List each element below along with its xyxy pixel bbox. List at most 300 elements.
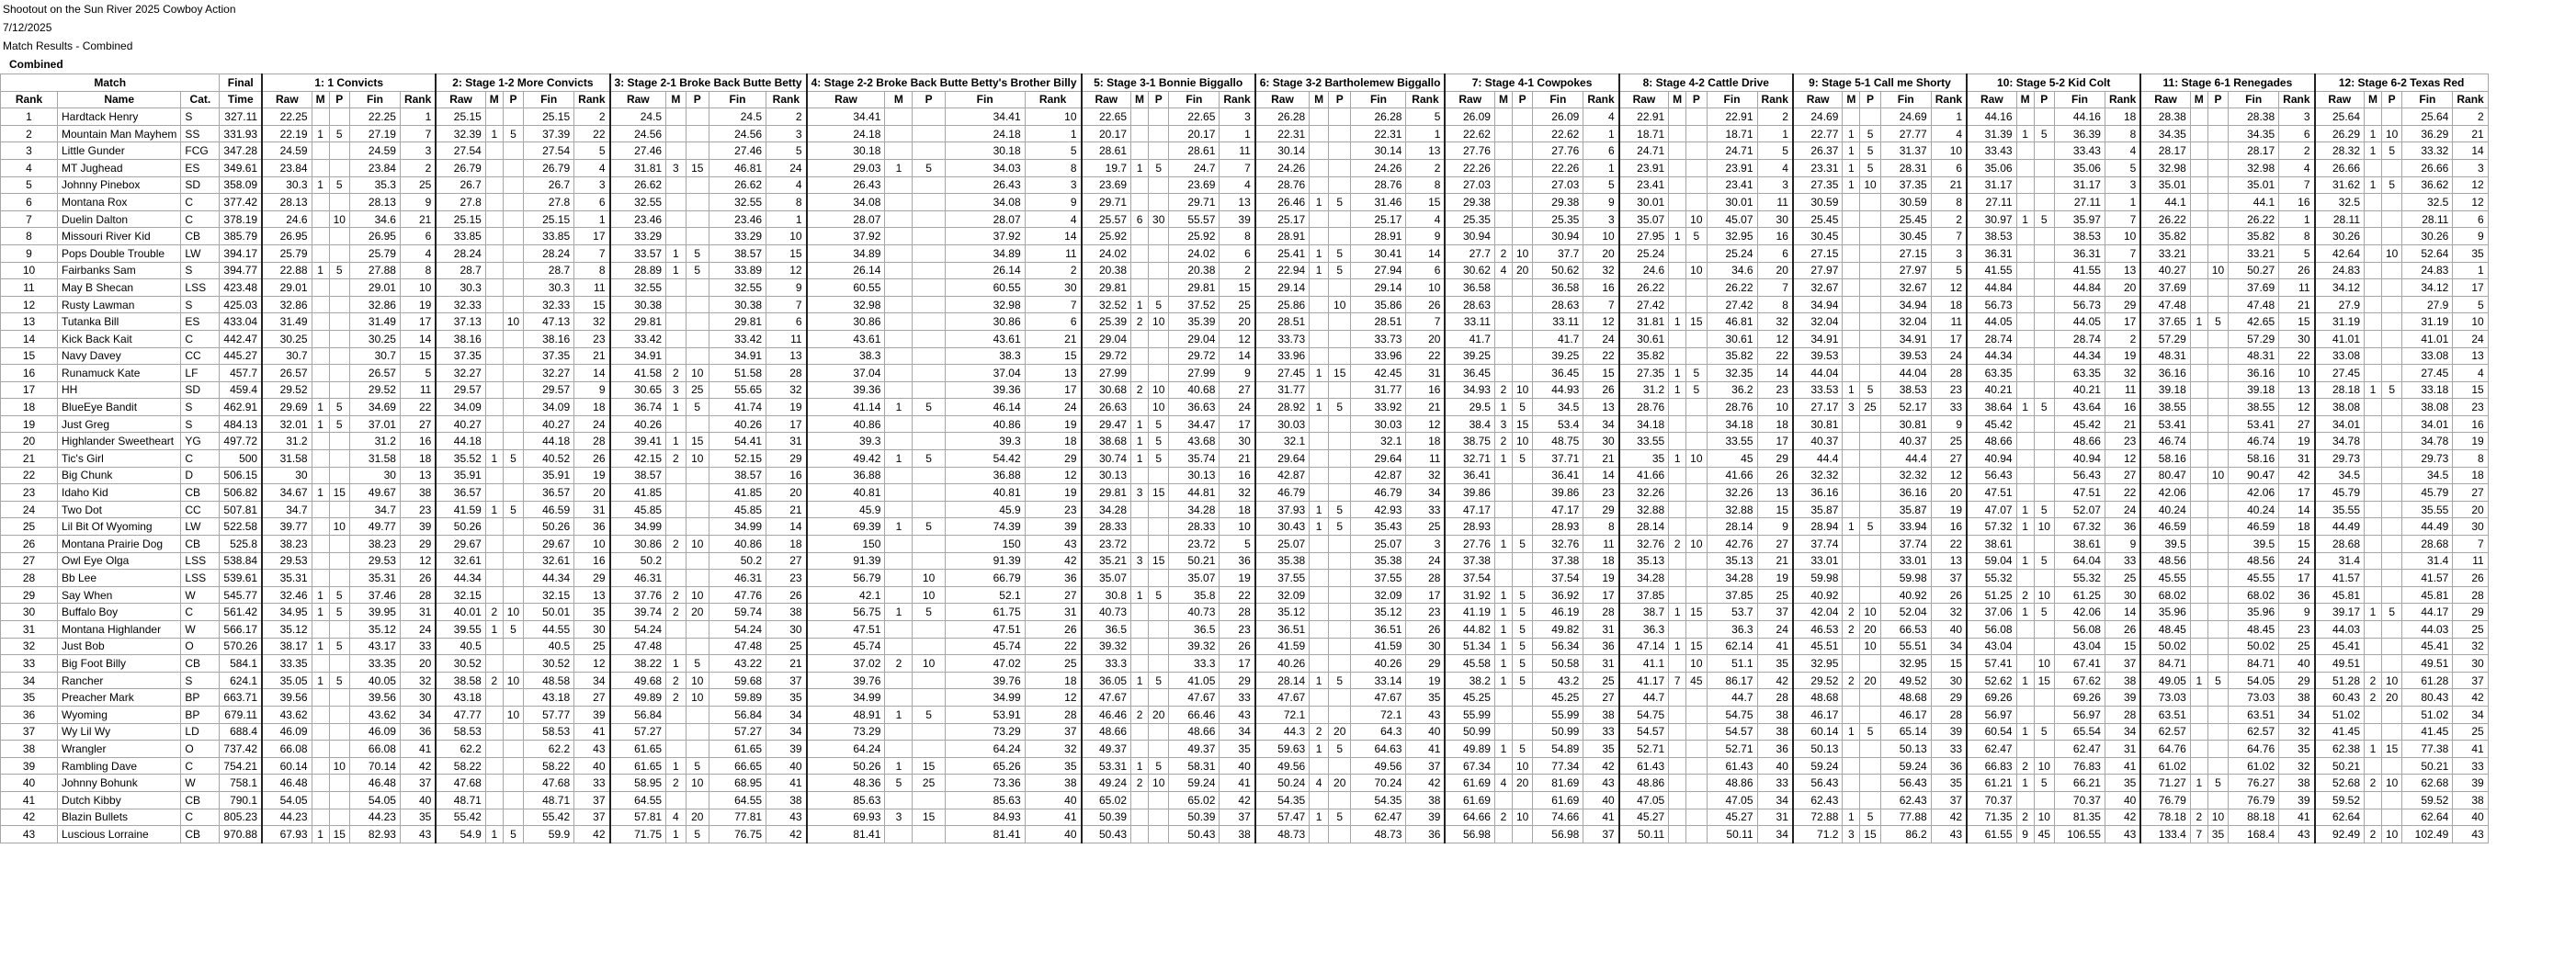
stage-11-misses-cell (2190, 655, 2207, 673)
stage-1-rank-cell: 35 (400, 809, 436, 826)
stage-4-misses-cell (885, 108, 913, 126)
category-cell: O (181, 638, 220, 655)
stage-6-final-cell: 35.38 (1351, 552, 1406, 570)
stage-2-rank-cell: 23 (574, 330, 610, 347)
stage-11-rank-cell: 34 (2279, 706, 2315, 723)
stage-1-misses-cell (312, 244, 329, 262)
stage-12-misses-cell (2365, 159, 2382, 176)
stage-2-final-cell: 35.91 (524, 467, 574, 484)
stage-10-final-cell: 64.04 (2054, 552, 2105, 570)
stage-3-misses-cell (666, 501, 686, 518)
stage-7-misses-cell: 1 (1494, 450, 1512, 468)
stage-9-penalty-cell (1860, 347, 1880, 365)
stage-6-final-cell: 42.45 (1351, 365, 1406, 382)
stage-10-misses-cell (2016, 484, 2034, 502)
category-column-header: Cat. (181, 91, 220, 108)
stage-2-misses-cell (485, 791, 503, 809)
stage-1-penalty-cell (329, 296, 349, 313)
stage-10-final-cell: 70.37 (2054, 791, 2105, 809)
stage-3-penalty-cell (686, 176, 709, 194)
stage-6-final-cell: 31.46 (1351, 194, 1406, 211)
stage-1-misses-cell: 1 (312, 484, 329, 502)
stage-7-misses-cell: 4 (1494, 262, 1512, 279)
table-row (1, 125, 2489, 142)
stage-5-final-cell: 59.24 (1169, 775, 1220, 792)
stage-2-final-cell: 26.7 (524, 176, 574, 194)
stage-3-final-cell: 56.84 (709, 706, 766, 723)
stage-6-penalty-cell: 5 (1328, 741, 1350, 758)
stage-2-misses-cell (485, 176, 503, 194)
stage-12-final-cell: 31.19 (2402, 313, 2453, 331)
stage-6-penalty-cell: 5 (1328, 501, 1350, 518)
stage-10-final-cell: 31.17 (2054, 176, 2105, 194)
stage-7-raw-cell: 33.11 (1445, 313, 1494, 331)
stage-6-raw-cell: 33.73 (1255, 330, 1310, 347)
stage-2-misses-cell (485, 108, 503, 126)
stage-5-misses-cell (1131, 655, 1149, 673)
stage-4-penalty-cell (913, 501, 945, 518)
stage-7-final-cell: 27.03 (1533, 176, 1583, 194)
stage-1-misses-cell (312, 347, 329, 365)
stage-5-misses-cell (1131, 809, 1149, 826)
stage-9-final-cell: 32.32 (1880, 467, 1931, 484)
stage-1-final-cell: 39.56 (349, 689, 400, 707)
stage-12-raw-cell: 39.17 (2315, 604, 2365, 621)
stage-8-penalty-cell (1686, 433, 1707, 450)
stage-7-raw-cell: 45.25 (1445, 689, 1494, 707)
stage-8-misses-cell: 1 (1669, 228, 1686, 245)
category-cell: C (181, 450, 220, 468)
stage-11-rank-cell: 35 (2279, 741, 2315, 758)
stage-4-rank-cell: 29 (1025, 450, 1081, 468)
stage-3-misses-cell: 1 (666, 826, 686, 843)
stage-7-final-cell: 55.99 (1533, 706, 1583, 723)
stage-3-raw-cell: 42.15 (610, 450, 666, 468)
stage-2-misses-cell (485, 244, 503, 262)
stage-1-rank-cell: 4 (400, 244, 436, 262)
stage-1-misses-cell (312, 142, 329, 160)
stage-7-raw-cell: 22.26 (1445, 159, 1494, 176)
stage-7-rank-cell: 10 (1583, 228, 1619, 245)
stage-8-raw-cell: 27.35 (1619, 365, 1669, 382)
stage-6-rank-cell: 19 (1406, 672, 1445, 689)
stage-10-rank-cell: 41 (2105, 757, 2140, 775)
stage-2-penalty-cell (503, 638, 523, 655)
stage-10-rank-cell: 5 (2105, 159, 2140, 176)
overall-rank-cell: 28 (1, 570, 58, 587)
stage-12-misses-cell (2365, 467, 2382, 484)
stage-6-misses-cell (1310, 621, 1329, 639)
stage-6-misses-cell (1310, 586, 1329, 604)
stage-5-penalty-cell (1149, 194, 1169, 211)
stage-2-rank-cell: 37 (574, 809, 610, 826)
table-row (1, 244, 2489, 262)
stage-2-final-cell: 29.67 (524, 536, 574, 553)
stage-4-penalty-cell: 15 (913, 757, 945, 775)
stage-2-final-header: Fin (524, 91, 574, 108)
stage-2-misses-cell (485, 467, 503, 484)
stage-10-rank-cell: 22 (2105, 484, 2140, 502)
stage-1-raw-cell: 66.08 (262, 741, 312, 758)
stage-9-rank-cell: 4 (1931, 125, 1967, 142)
stage-12-misses-cell (2365, 228, 2382, 245)
table-row (1, 706, 2489, 723)
stage-7-misses-cell (1494, 108, 1512, 126)
stage-11-misses-cell (2190, 586, 2207, 604)
stage-6-final-cell: 29.64 (1351, 450, 1406, 468)
stage-5-rank-cell: 8 (1220, 228, 1255, 245)
stage-7-raw-cell: 47.17 (1445, 501, 1494, 518)
stage-1-final-cell: 34.7 (349, 501, 400, 518)
stage-7-final-cell: 37.71 (1533, 450, 1583, 468)
stage-11-raw-cell: 34.35 (2140, 125, 2190, 142)
stage-2-header: 2: Stage 1-2 More Convicts (436, 74, 609, 92)
stage-1-misses-cell (312, 741, 329, 758)
stage-2-final-cell: 32.33 (524, 296, 574, 313)
stage-8-misses-cell (1669, 399, 1686, 416)
stage-9-final-cell: 24.69 (1880, 108, 1931, 126)
table-row (1, 741, 2489, 758)
stage-4-rank-cell: 42 (1025, 552, 1081, 570)
stage-3-penalty-cell: 25 (686, 381, 709, 399)
stage-6-penalty-cell (1328, 552, 1350, 570)
stage-6-raw-cell: 40.26 (1255, 655, 1310, 673)
shooter-name-cell: Pops Double Trouble (58, 244, 181, 262)
stage-11-penalty-cell (2207, 415, 2228, 433)
stage-5-raw-cell: 38.68 (1082, 433, 1131, 450)
stage-5-final-cell: 24.7 (1169, 159, 1220, 176)
stage-10-raw-header: Raw (1967, 91, 2016, 108)
stage-11-final-cell: 48.31 (2229, 347, 2279, 365)
stage-7-misses-cell (1494, 330, 1512, 347)
stage-6-rank-cell: 20 (1406, 330, 1445, 347)
stage-10-rank-cell: 11 (2105, 381, 2140, 399)
column-header-row (1, 91, 2489, 108)
stage-1-penalty-cell (329, 330, 349, 347)
stage-7-final-cell: 50.62 (1533, 262, 1583, 279)
stage-2-raw-cell: 30.52 (436, 655, 485, 673)
stage-12-raw-cell: 31.62 (2315, 176, 2365, 194)
stage-11-rank-cell: 24 (2279, 552, 2315, 570)
final-time-cell: 462.91 (220, 399, 262, 416)
stage-1-rank-cell: 34 (400, 706, 436, 723)
stage-8-penalty-cell: 15 (1686, 638, 1707, 655)
stage-7-raw-cell: 45.58 (1445, 655, 1494, 673)
stage-1-rank-cell: 10 (400, 279, 436, 297)
stage-12-final-cell: 36.62 (2402, 176, 2453, 194)
stage-5-raw-cell: 25.92 (1082, 228, 1131, 245)
stage-1-penalty-cell (329, 108, 349, 126)
stage-2-misses-cell (485, 741, 503, 758)
stage-3-final-cell: 30.38 (709, 296, 766, 313)
stage-5-raw-cell: 24.02 (1082, 244, 1131, 262)
stage-12-final-cell: 41.01 (2402, 330, 2453, 347)
stage-3-rank-cell: 26 (766, 586, 807, 604)
stage-3-penalty-cell: 15 (686, 433, 709, 450)
stage-11-misses-cell (2190, 689, 2207, 707)
stage-7-raw-header: Raw (1445, 91, 1494, 108)
stage-8-rank-cell: 40 (1757, 757, 1793, 775)
stage-9-final-cell: 44.4 (1880, 450, 1931, 468)
stage-12-final-cell: 28.11 (2402, 210, 2453, 228)
stage-11-raw-cell: 35.82 (2140, 228, 2190, 245)
stage-3-misses-cell: 4 (666, 809, 686, 826)
stage-12-penalty-cell (2382, 518, 2402, 536)
stage-5-rank-cell: 15 (1220, 279, 1255, 297)
stage-5-raw-cell: 49.24 (1082, 775, 1131, 792)
final-time-cell: 377.42 (220, 194, 262, 211)
overall-rank-cell: 26 (1, 536, 58, 553)
stage-3-raw-cell: 45.85 (610, 501, 666, 518)
stage-9-raw-cell: 27.35 (1793, 176, 1843, 194)
stage-9-raw-cell: 27.97 (1793, 262, 1843, 279)
stage-10-penalty-cell (2034, 228, 2054, 245)
stage-2-final-cell: 58.22 (524, 757, 574, 775)
stage-8-rank-cell: 14 (1757, 365, 1793, 382)
stage-8-raw-cell: 28.76 (1619, 399, 1669, 416)
stage-8-misses-cell (1669, 741, 1686, 758)
stage-2-final-cell: 32.15 (524, 586, 574, 604)
stage-6-misses-header: M (1310, 91, 1329, 108)
stage-2-misses-cell (485, 706, 503, 723)
stage-1-penalty-cell: 5 (329, 415, 349, 433)
stage-7-raw-cell: 39.25 (1445, 347, 1494, 365)
category-cell: D (181, 467, 220, 484)
stage-7-rank-cell: 35 (1583, 741, 1619, 758)
stage-6-raw-cell: 24.26 (1255, 159, 1310, 176)
stage-6-misses-cell (1310, 655, 1329, 673)
stage-2-misses-cell (485, 433, 503, 450)
stage-1-misses-cell (312, 210, 329, 228)
stage-7-misses-cell: 2 (1494, 381, 1512, 399)
stage-9-final-cell: 25.45 (1880, 210, 1931, 228)
stage-1-raw-cell: 46.09 (262, 723, 312, 741)
stage-7-rank-cell: 14 (1583, 467, 1619, 484)
category-cell: YG (181, 433, 220, 450)
stage-12-penalty-cell (2382, 296, 2402, 313)
stage-4-penalty-cell (913, 108, 945, 126)
stage-2-penalty-cell (503, 159, 523, 176)
stage-5-penalty-cell (1149, 570, 1169, 587)
stage-7-penalty-cell (1512, 313, 1532, 331)
stage-5-raw-cell: 22.65 (1082, 108, 1131, 126)
stage-11-rank-cell: 9 (2279, 604, 2315, 621)
stage-1-raw-cell: 46.48 (262, 775, 312, 792)
stage-7-misses-cell: 4 (1494, 775, 1512, 792)
stage-7-raw-cell: 31.92 (1445, 586, 1494, 604)
stage-8-misses-cell (1669, 244, 1686, 262)
stage-2-rank-cell: 8 (574, 262, 610, 279)
stage-3-raw-header: Raw (610, 91, 666, 108)
stage-3-raw-cell: 34.99 (610, 518, 666, 536)
stage-6-raw-cell: 72.1 (1255, 706, 1310, 723)
stage-12-final-cell: 41.57 (2402, 570, 2453, 587)
stage-4-misses-cell (885, 672, 913, 689)
stage-12-raw-cell: 59.52 (2315, 791, 2365, 809)
stage-5-penalty-cell (1149, 689, 1169, 707)
stage-5-raw-cell: 47.67 (1082, 689, 1131, 707)
stage-1-penalty-cell (329, 228, 349, 245)
shooter-name-cell: Rancher (58, 672, 181, 689)
stage-2-raw-cell: 32.39 (436, 125, 485, 142)
stage-6-raw-cell: 50.24 (1255, 775, 1310, 792)
stage-9-rank-cell: 3 (1931, 244, 1967, 262)
stage-5-final-cell: 58.31 (1169, 757, 1220, 775)
stage-6-raw-cell: 22.94 (1255, 262, 1310, 279)
stage-12-misses-cell (2365, 399, 2382, 416)
stage-10-misses-cell (2016, 706, 2034, 723)
stage-4-raw-cell: 49.42 (807, 450, 885, 468)
stage-3-final-cell: 76.75 (709, 826, 766, 843)
table-row (1, 809, 2489, 826)
shooter-name-cell: Johnny Pinebox (58, 176, 181, 194)
stage-6-raw-cell: 59.63 (1255, 741, 1310, 758)
stage-11-final-cell: 39.5 (2229, 536, 2279, 553)
stage-10-rank-cell: 14 (2105, 604, 2140, 621)
stage-8-rank-cell: 17 (1757, 433, 1793, 450)
stage-3-rank-cell: 4 (766, 176, 807, 194)
stage-9-penalty-cell (1860, 586, 1880, 604)
final-time-cell: 347.28 (220, 142, 262, 160)
stage-3-rank-cell: 35 (766, 689, 807, 707)
final-time-cell: 522.58 (220, 518, 262, 536)
stage-3-misses-cell: 2 (666, 672, 686, 689)
stage-2-penalty-cell (503, 757, 523, 775)
table-row (1, 621, 2489, 639)
stage-9-final-cell: 32.04 (1880, 313, 1931, 331)
stage-10-rank-cell: 26 (2105, 621, 2140, 639)
table-row (1, 399, 2489, 416)
stage-6-penalty-cell (1328, 655, 1350, 673)
stage-1-rank-cell: 13 (400, 467, 436, 484)
stage-1-final-cell: 26.95 (349, 228, 400, 245)
stage-9-raw-cell: 22.77 (1793, 125, 1843, 142)
stage-10-penalty-cell: 5 (2034, 723, 2054, 741)
stage-5-rank-cell: 5 (1220, 536, 1255, 553)
stage-1-penalty-cell (329, 194, 349, 211)
stage-12-misses-header: M (2365, 91, 2382, 108)
stage-9-misses-cell (1843, 108, 1860, 126)
stage-8-rank-cell: 33 (1757, 775, 1793, 792)
table-row (1, 142, 2489, 160)
stage-7-misses-cell: 3 (1494, 415, 1512, 433)
stage-7-rank-cell: 20 (1583, 244, 1619, 262)
stage-7-penalty-cell (1512, 347, 1532, 365)
stage-4-rank-cell: 23 (1025, 501, 1081, 518)
stage-8-raw-cell: 47.05 (1619, 791, 1669, 809)
stage-header-row (1, 74, 2489, 92)
stage-4-raw-cell: 24.18 (807, 125, 885, 142)
stage-6-final-cell: 33.73 (1351, 330, 1406, 347)
stage-5-misses-cell (1131, 604, 1149, 621)
stage-11-rank-cell: 19 (2279, 433, 2315, 450)
stage-4-raw-cell: 56.75 (807, 604, 885, 621)
stage-11-rank-cell: 18 (2279, 518, 2315, 536)
stage-2-final-cell: 34.09 (524, 399, 574, 416)
stage-7-penalty-cell (1512, 826, 1532, 843)
stage-7-penalty-cell (1512, 279, 1532, 297)
stage-12-rank-cell: 39 (2453, 775, 2488, 792)
stage-2-final-cell: 48.58 (524, 672, 574, 689)
stage-9-misses-cell (1843, 689, 1860, 707)
stage-10-penalty-cell: 10 (2034, 809, 2054, 826)
stage-11-raw-cell: 48.31 (2140, 347, 2190, 365)
stage-5-raw-cell: 65.02 (1082, 791, 1131, 809)
stage-12-misses-cell (2365, 210, 2382, 228)
stage-3-rank-cell: 8 (766, 194, 807, 211)
stage-2-penalty-cell (503, 365, 523, 382)
stage-4-raw-cell: 48.36 (807, 775, 885, 792)
stage-1-penalty-cell: 5 (329, 638, 349, 655)
stage-1-raw-cell: 43.62 (262, 706, 312, 723)
stage-11-raw-cell: 48.56 (2140, 552, 2190, 570)
stage-8-final-cell: 54.75 (1707, 706, 1757, 723)
stage-11-raw-cell: 44.1 (2140, 194, 2190, 211)
stage-8-raw-cell: 35.07 (1619, 210, 1669, 228)
stage-11-final-cell: 35.82 (2229, 228, 2279, 245)
stage-11-rank-cell: 31 (2279, 450, 2315, 468)
stage-3-penalty-cell (686, 518, 709, 536)
stage-8-header: 8: Stage 4-2 Cattle Drive (1619, 74, 1793, 92)
shooter-name-cell: Wy Lil Wy (58, 723, 181, 741)
stage-11-final-cell: 73.03 (2229, 689, 2279, 707)
stage-7-final-cell: 43.2 (1533, 672, 1583, 689)
final-time-cell: 679.11 (220, 706, 262, 723)
stage-2-penalty-cell (503, 279, 523, 297)
stage-6-raw-cell: 37.55 (1255, 570, 1310, 587)
overall-rank-cell: 13 (1, 313, 58, 331)
stage-10-penalty-cell (2034, 706, 2054, 723)
stage-1-penalty-cell: 5 (329, 672, 349, 689)
stage-3-penalty-cell (686, 723, 709, 741)
stage-3-penalty-cell: 20 (686, 604, 709, 621)
stage-11-penalty-cell (2207, 723, 2228, 741)
stage-4-misses-cell (885, 723, 913, 741)
stage-6-raw-cell: 36.51 (1255, 621, 1310, 639)
stage-12-raw-cell: 41.57 (2315, 570, 2365, 587)
stage-7-final-cell: 45.25 (1533, 689, 1583, 707)
stage-9-raw-cell: 62.43 (1793, 791, 1843, 809)
stage-9-penalty-cell (1860, 194, 1880, 211)
stage-7-rank-cell: 26 (1583, 381, 1619, 399)
stage-6-rank-cell: 37 (1406, 757, 1445, 775)
table-row (1, 176, 2489, 194)
stage-5-rank-cell: 38 (1220, 826, 1255, 843)
stage-8-misses-cell (1669, 125, 1686, 142)
final-time-cell: 584.1 (220, 655, 262, 673)
overall-rank-cell: 4 (1, 159, 58, 176)
stage-5-misses-cell: 1 (1131, 296, 1149, 313)
stage-11-penalty-cell (2207, 194, 2228, 211)
stage-11-raw-cell: 40.27 (2140, 262, 2190, 279)
stage-8-penalty-cell (1686, 194, 1707, 211)
stage-5-rank-cell: 33 (1220, 689, 1255, 707)
stage-8-raw-cell: 30.01 (1619, 194, 1669, 211)
stage-7-misses-cell: 2 (1494, 433, 1512, 450)
shooter-name-cell: Lil Bit Of Wyoming (58, 518, 181, 536)
final-time-cell: 394.77 (220, 262, 262, 279)
stage-6-misses-cell (1310, 142, 1329, 160)
stage-7-penalty-cell (1512, 365, 1532, 382)
stage-11-final-cell: 26.22 (2229, 210, 2279, 228)
category-cell: SD (181, 176, 220, 194)
category-cell: W (181, 586, 220, 604)
stage-8-penalty-cell (1686, 467, 1707, 484)
stage-9-rank-cell: 8 (1931, 194, 1967, 211)
stage-12-rank-header: Rank (2453, 91, 2488, 108)
stage-1-penalty-cell (329, 809, 349, 826)
stage-11-rank-cell: 21 (2279, 296, 2315, 313)
